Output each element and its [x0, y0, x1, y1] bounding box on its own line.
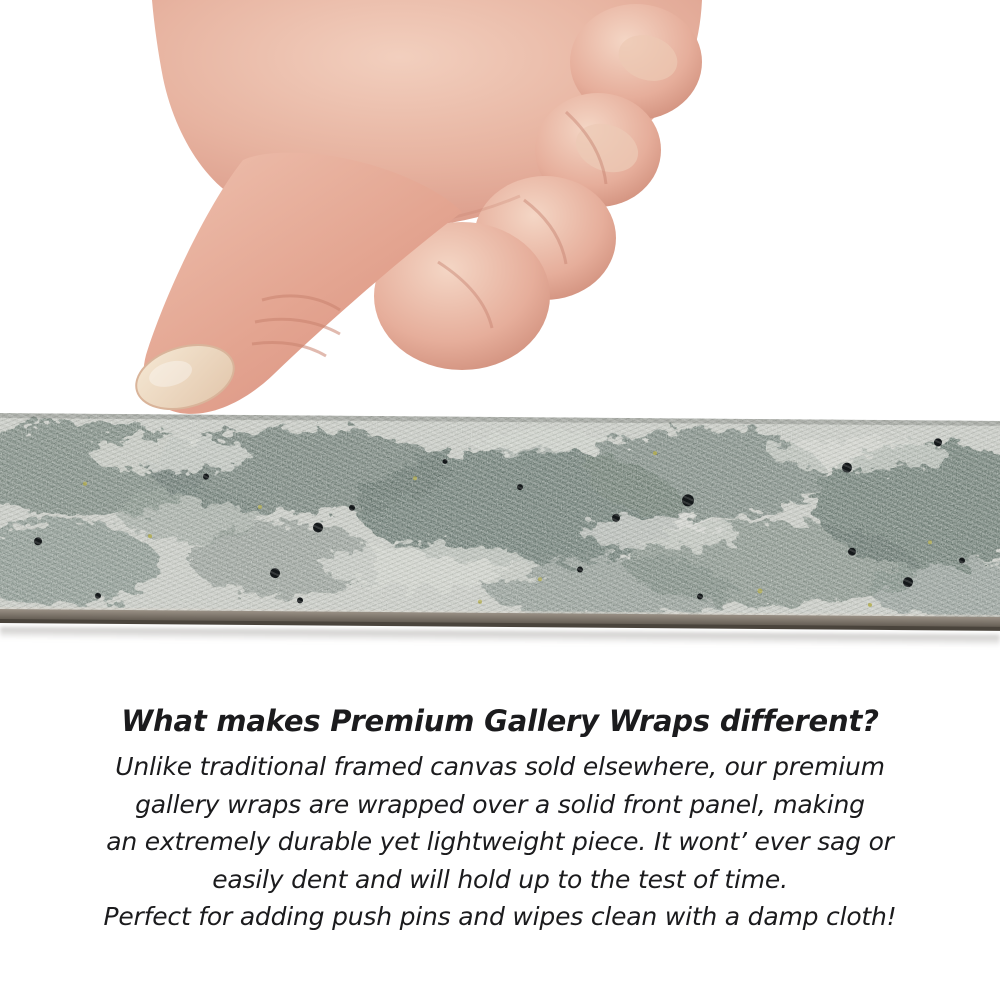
canvas-texture: [0, 413, 1000, 634]
body-line: Perfect for adding push pins and wipes clean with a damp cloth!: [103, 902, 897, 931]
hand-illustration: [0, 0, 1000, 420]
body-line: gallery wraps are wrapped over a solid front panel, making: [135, 789, 865, 819]
body-line: easily dent and will hold up to the test of time.: [212, 864, 788, 894]
grain-dark: [0, 413, 1000, 618]
body-line: Unlike traditional framed canvas sold elsewhere, our premium: [115, 752, 885, 781]
copy-block: [0, 700, 1000, 936]
heading: What makes Premium Gallery Wraps different?: [121, 704, 879, 738]
canvas-edge-strip: [0, 413, 1000, 634]
body-copy: [0, 748, 1000, 936]
hand-photo: [0, 0, 1000, 420]
body-line: an extremely durable yet lightweight piece. It wont’ ever sag or: [106, 827, 894, 856]
